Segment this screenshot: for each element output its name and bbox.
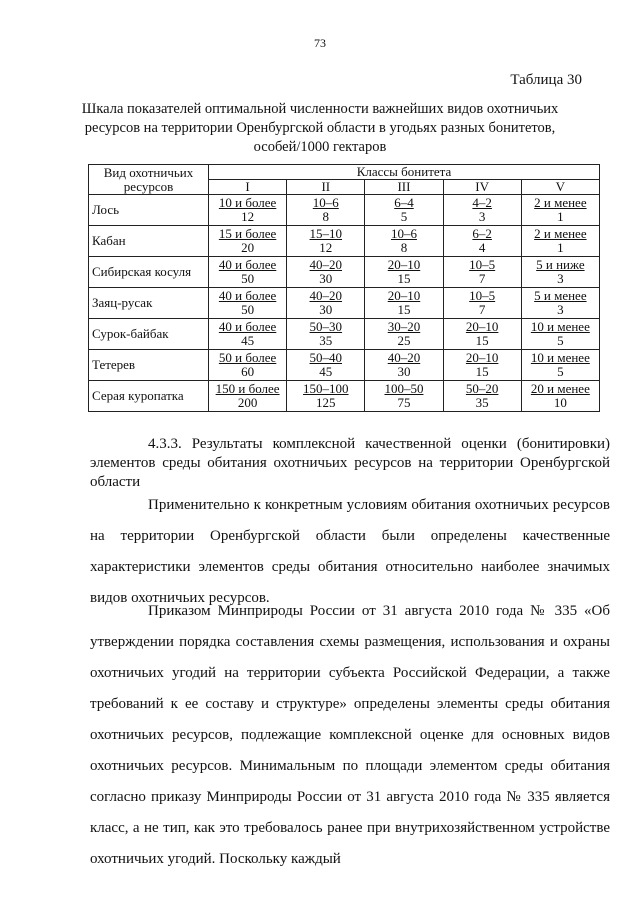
density-optimal: 50 (241, 271, 255, 286)
density-optimal: 7 (478, 302, 486, 317)
density-range: 10–6 (390, 226, 417, 241)
density-optimal: 45 (241, 333, 255, 348)
density-optimal: 25 (397, 333, 411, 348)
density-cell (287, 195, 365, 226)
density-cell (209, 350, 287, 381)
density-optimal: 10 (553, 395, 567, 410)
density-range: 15–10 (309, 226, 343, 241)
density-optimal: 12 (319, 240, 333, 255)
density-cell (521, 288, 599, 319)
density-range: 2 и менее (534, 195, 587, 210)
density-cell (287, 288, 365, 319)
density-range: 40 и более (218, 257, 277, 272)
species-name: Сибирская косуля (89, 257, 209, 288)
density-optimal: 5 (400, 209, 408, 224)
density-optimal: 3 (557, 271, 564, 286)
density-cell (521, 257, 599, 288)
species-name: Заяц-русак (89, 288, 209, 319)
density-range: 40–20 (387, 350, 421, 365)
table-row (89, 381, 600, 412)
table-caption: Шкала показателей оптимальной численности важнейших видов охотничьих ресурсов на территории Оренбургской области в угодьях разных бонитетов, особей/1000 гектаров (81, 101, 559, 155)
density-optimal: 3 (557, 302, 564, 317)
density-range: 150 и более (215, 381, 280, 396)
density-cell (365, 381, 443, 412)
density-optimal: 8 (400, 240, 408, 255)
species-name: Лось (89, 195, 209, 226)
density-range: 20–10 (387, 288, 421, 303)
density-range: 50–20 (465, 381, 499, 396)
table-row (89, 226, 600, 257)
density-optimal: 20 (241, 240, 255, 255)
section-heading (90, 435, 610, 492)
density-cell (521, 319, 599, 350)
density-range: 10 и более (218, 195, 277, 210)
density-cell (287, 381, 365, 412)
density-cell (365, 350, 443, 381)
density-cell (521, 350, 599, 381)
density-range: 100–50 (384, 381, 424, 396)
density-cell (365, 257, 443, 288)
density-cell (521, 381, 599, 412)
density-range: 20–10 (387, 257, 421, 272)
bonitet-table (88, 164, 600, 412)
species-header: Вид охотничьих ресурсов (89, 165, 209, 195)
density-optimal: 4 (478, 240, 486, 255)
density-optimal: 75 (397, 395, 411, 410)
density-range: 20–10 (465, 319, 499, 334)
density-range: 10–5 (469, 288, 496, 303)
density-cell (443, 350, 521, 381)
density-optimal: 15 (397, 271, 411, 286)
class-label: III (365, 180, 443, 195)
density-range: 4–2 (472, 195, 492, 210)
density-range: 20–10 (465, 350, 499, 365)
density-optimal: 3 (478, 209, 486, 224)
section-heading-text: 4.3.3. Результаты комплексной качественной оценки (бонитировки) элементов среды обитания охотничьих ресурсов на территории Оренбургской области (90, 436, 610, 490)
density-cell (443, 257, 521, 288)
density-range: 40 и более (218, 288, 277, 303)
density-range: 20 и менее (530, 381, 590, 396)
density-cell (209, 195, 287, 226)
density-optimal: 1 (557, 240, 564, 255)
density-optimal: 200 (237, 395, 258, 410)
class-label: V (521, 180, 599, 195)
density-cell (365, 195, 443, 226)
density-range: 10–6 (312, 195, 339, 210)
density-range: 40 и более (218, 319, 277, 334)
paragraph: Применительно к конкретным условиям обитания охотничьих ресурсов на территории Оренбургской области были определены качественные характеристики элементов среды обитания относительно наиболее значимых видов охотничьих ресурсов. (90, 497, 610, 606)
density-cell (209, 319, 287, 350)
density-cell (209, 288, 287, 319)
table-row (89, 350, 600, 381)
class-label: IV (443, 180, 521, 195)
density-optimal: 1 (557, 209, 564, 224)
density-range: 50 и более (218, 350, 277, 365)
density-cell (443, 288, 521, 319)
classes-header: Классы бонитета (209, 165, 600, 180)
density-range: 6–4 (394, 195, 414, 210)
density-optimal: 45 (319, 364, 333, 379)
density-range: 2 и менее (534, 226, 587, 241)
density-cell (287, 257, 365, 288)
density-optimal: 5 (557, 333, 564, 348)
table-row (89, 257, 600, 288)
density-range: 15 и более (218, 226, 277, 241)
table-row (89, 319, 600, 350)
density-optimal: 125 (316, 395, 336, 410)
density-range: 10 и менее (530, 350, 590, 365)
density-range: 50–30 (309, 319, 343, 334)
density-optimal: 7 (478, 271, 486, 286)
density-range: 10 и менее (530, 319, 590, 334)
species-name: Кабан (89, 226, 209, 257)
density-cell (521, 195, 599, 226)
species-name: Тетерев (89, 350, 209, 381)
density-cell (209, 226, 287, 257)
density-cell (287, 350, 365, 381)
density-cell (365, 319, 443, 350)
density-optimal: 8 (322, 209, 330, 224)
density-optimal: 15 (475, 364, 489, 379)
density-cell (365, 226, 443, 257)
density-optimal: 35 (319, 333, 333, 348)
species-name: Серая куропатка (89, 381, 209, 412)
density-optimal: 30 (319, 302, 333, 317)
density-optimal: 30 (319, 271, 333, 286)
density-cell (443, 195, 521, 226)
class-label: II (287, 180, 365, 195)
density-range: 40–20 (309, 257, 343, 272)
table-label: Таблица 30 (510, 72, 582, 88)
density-cell (287, 226, 365, 257)
table-row (89, 195, 600, 226)
density-cell (209, 257, 287, 288)
density-range: 30–20 (387, 319, 421, 334)
density-optimal: 50 (241, 302, 255, 317)
class-label: I (209, 180, 287, 195)
density-range: 6–2 (472, 226, 492, 241)
density-optimal: 15 (475, 333, 489, 348)
density-cell (287, 319, 365, 350)
table-body (89, 195, 600, 412)
paragraph: Приказом Минприроды России от 31 августа 2010 года № 335 «Об утверждении порядка составления схемы размещения, использования и охраны охотничьих угодий на территории субъекта Российской Федерации, а также требований к ее составу и структуре» определены элементы среды обитания охотничьих ресурсов, подлежащие комплексной оценке для основных видов охотничьих ресурсов. Минимальным по площади элементом среды обитания согласно приказу Минприроды России от 31 августа 2010 года № 335 является класс, а не тип, как это требовалось ранее при внутрихозяйственном устройстве охотничьих угодий. Поскольку каждый (90, 603, 610, 867)
density-cell (209, 381, 287, 412)
density-optimal: 60 (241, 364, 255, 379)
density-range: 150–100 (303, 381, 349, 396)
density-cell (365, 288, 443, 319)
density-range: 50–40 (309, 350, 343, 365)
density-optimal: 30 (397, 364, 411, 379)
density-cell (443, 381, 521, 412)
density-range: 40–20 (309, 288, 343, 303)
page-number: 73 (314, 36, 326, 50)
density-cell (521, 226, 599, 257)
species-name: Сурок-байбак (89, 319, 209, 350)
density-optimal: 35 (475, 395, 489, 410)
density-range: 5 и менее (534, 288, 587, 303)
density-optimal: 15 (397, 302, 411, 317)
density-range: 10–5 (469, 257, 496, 272)
density-cell (443, 226, 521, 257)
density-optimal: 5 (557, 364, 564, 379)
table-row (89, 288, 600, 319)
density-cell (443, 319, 521, 350)
density-range: 5 и ниже (536, 257, 585, 272)
density-optimal: 12 (241, 209, 255, 224)
